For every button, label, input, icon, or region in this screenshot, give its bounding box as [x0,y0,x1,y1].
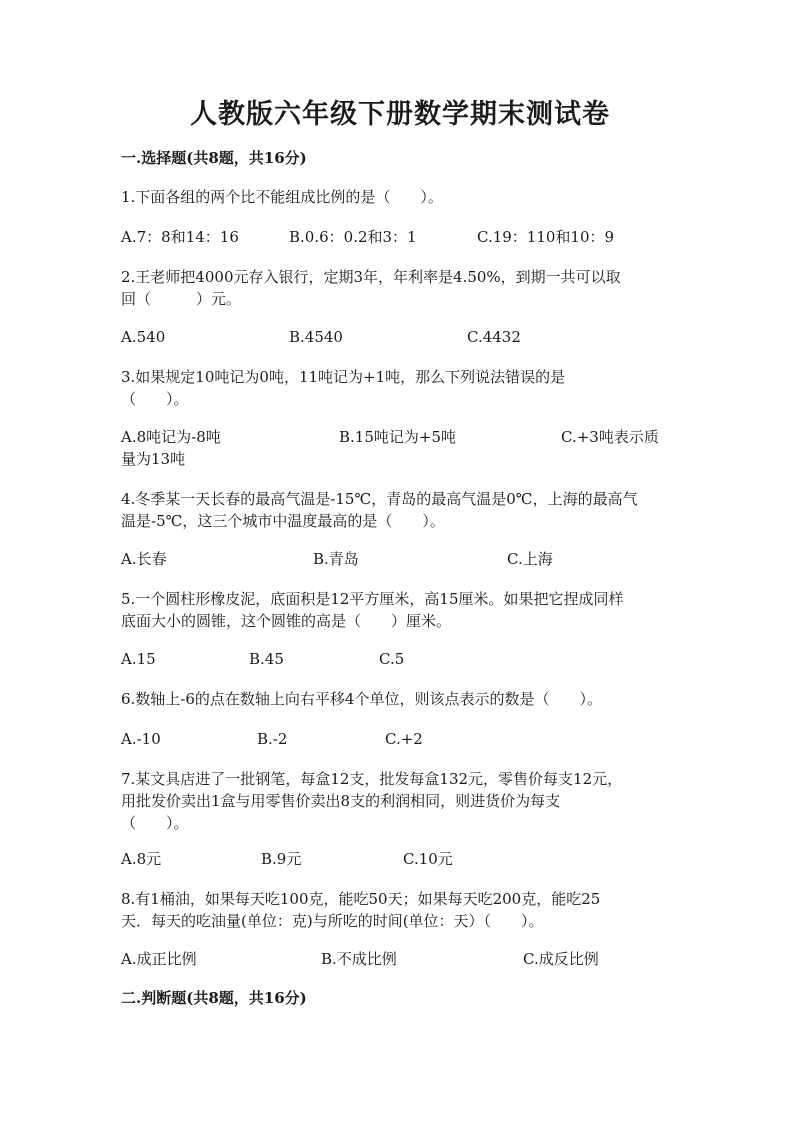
question-3 [121,366,677,410]
question-4-line-2: 温是-5℃，这三个城市中温度最高的是（ ）。 [121,512,445,530]
question-5 [121,588,677,632]
option-b: B.不成比例 [321,950,397,968]
question-1: 1.下面各组的两个比不能组成比例的是（ ）。 [121,188,443,206]
option-c: C.+2 [385,730,423,748]
option-a: A.540 [121,328,166,346]
question-3-line-1: 3.如果规定10吨记为0吨，11吨记为+1吨，那么下列说法错误的是 [121,368,566,386]
question-7-line-2: 用批发价卖出1盒与用零售价卖出8支的利润相同，则进货价为每支 [121,792,561,810]
question-2-line-1: 2.王老师把4000元存入银行，定期3年，年利率是4.50%，到期一共可以取 [121,268,621,286]
option-c: C.5 [379,650,405,668]
section-heading-judgment: 二.判断题(共8题，共16分) [121,989,307,1007]
question-7 [121,768,677,834]
section-heading-choice: 一.选择题(共8题，共16分) [121,149,307,167]
option-c: C.成反比例 [523,950,599,968]
option-b: B.9元 [261,850,302,868]
question-5-line-2: 底面大小的圆锥，这个圆锥的高是（ ）厘米。 [121,612,452,630]
option-b: B.0.6：0.2和3：1 [289,228,417,246]
question-3-options [121,426,681,470]
question-8 [121,888,677,932]
option-b: B.青岛 [313,550,359,568]
option-b: B.-2 [257,730,288,748]
option-a: A.-10 [121,730,161,748]
question-8-line-1: 8.有1桶油，如果每天吃100克，能吃50天；如果每天吃200克，能吃25 [121,890,601,908]
option-a: A.成正比例 [121,950,197,968]
question-8-line-2: 天．每天的吃油量(单位：克)与所吃的时间(单位：天）（ ）。 [121,912,544,930]
option-a: A.8元 [121,850,162,868]
question-7-line-3: （ ）。 [121,814,189,832]
option-a: A.15 [121,650,156,668]
option-c: C.10元 [403,850,453,868]
question-7-line-1: 7.某文具店进了一批钢笔，每盒12支，批发每盒132元，零售价每支12元， [121,770,623,788]
question-5-options [121,648,681,670]
question-6-options [121,728,681,750]
question-1-options [121,226,681,248]
option-c: C.+3吨表示质 [561,428,659,446]
option-b: B.4540 [289,328,343,346]
option-b: B.45 [249,650,284,668]
option-a: A.长春 [121,550,167,568]
option-c: C.19：110和10：9 [477,228,615,246]
question-2-options [121,326,681,348]
question-7-options [121,848,681,870]
option-a: A.7：8和14：16 [121,228,239,246]
question-4-line-1: 4.冬季某一天长春的最高气温是-15℃，青岛的最高气温是0℃，上海的最高气 [121,490,638,508]
question-5-line-1: 5.一个圆柱形橡皮泥，底面积是12平方厘米，高15厘米。如果把它捏成同样 [121,590,624,608]
question-4 [121,488,677,532]
question-2 [121,266,677,310]
page-title: 人教版六年级下册数学期末测试卷 [190,99,610,130]
option-b: B.15吨记为+5吨 [339,428,456,446]
question-6: 6.数轴上-6的点在数轴上向右平移4个单位，则该点表示的数是（ ）。 [121,690,602,708]
option-a: A.8吨记为-8吨 [121,428,221,446]
option-c: C.4432 [467,328,521,346]
question-2-line-2: 回（ ）元。 [121,290,242,308]
question-4-options [121,548,681,570]
question-3-line-2: （ ）。 [121,390,189,408]
question-8-options [121,948,681,970]
option-c: C.上海 [507,550,553,568]
option-c-continued: 量为13吨 [121,450,186,468]
